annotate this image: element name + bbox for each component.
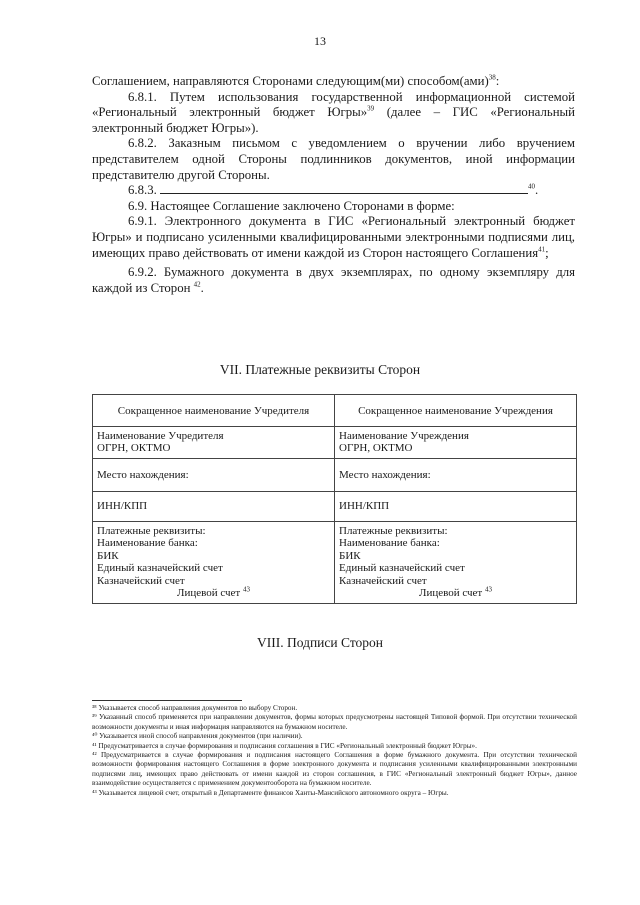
- personal-account-label: Лицевой счет $^{43}$: [176, 585, 250, 599]
- table-row: [93, 521, 577, 603]
- section-8-heading: VIII. Подписи Сторон: [256, 635, 384, 650]
- footnote-separator: [92, 700, 242, 701]
- paragraph-6-9-1: 6.9.1. Электронного документа в ГИС «Региональный электронный бюджет Югры» и подписано усиленными квалифицированными электронными подписями лиц, имеющих право действовать от имени каждой из Сторон настоящего Соглашения$^{41}$;: [92, 214, 575, 260]
- footnote-39: ³⁹ Указанный способ применяется при направлении документов, формы которых предусмотрены настоящей Типовой формой. При отсутствии технической возможности документы и иная информация направляются на бумажном носителе.: [92, 713, 577, 731]
- paragraph-6-8-3: 6.8.3. $^{40}$.: [128, 182, 539, 198]
- body-text: [92, 74, 575, 296]
- founder-header-cell: Сокращенное наименование Учредителя: [93, 395, 335, 427]
- footnote-40: ⁴⁰ Указывается иной способ направления документов (при наличии).: [92, 732, 303, 741]
- personal-account-label: Лицевой счет $^{43}$: [418, 585, 492, 599]
- footnote-42: ⁴² Предусматривается в случае формирования и подписания настоящего Соглашения в форме бумажного документа. При отсутствии технической возможности формирования настоящего Соглашения в форме электронного документа и подписания усиленными квалифицированными электронными подписями лиц, имеющих право действовать от имени каждой из сторон соглашения, в ГИС «Региональный электронный бюджет Югры», данное взаимодействие осуществляется с применением документооборота на бумажном носителе.: [92, 751, 577, 788]
- table-cell: Место нахождения:: [335, 458, 577, 492]
- footnotes: [92, 700, 577, 798]
- paragraph-6-8-1: 6.8.1. Путем использования государственной информационной системой «Региональный электронный бюджет Югры»$^{39}$ (далее – ГИС «Региональный электронный бюджет Югры»).: [92, 89, 575, 135]
- paragraph-intro: Соглашением, направляются Сторонами следующим(ми) способом(ами)$^{38}$:: [92, 73, 500, 88]
- footnote-43: ⁴³ Указывается лицевой счет, открытый в Департаменте финансов Ханты-Мансийского автономного округа – Югры.: [92, 788, 449, 797]
- table-row: [93, 492, 577, 522]
- footnote-38: ³⁸ Указывается способ направления документов по выбору Сторон.: [92, 704, 298, 712]
- institution-header-cell: Сокращенное наименование Учреждения: [335, 395, 577, 427]
- payment-details-table: [92, 394, 577, 604]
- paragraph-6-9-2: 6.9.2. Бумажного документа в двух экземплярах, по одному экземпляру для каждой из Сторон $^{42}$.: [92, 265, 575, 295]
- table-row: [93, 426, 577, 458]
- table-row: [93, 458, 577, 492]
- page-number: 13: [314, 34, 326, 48]
- table-cell: ИНН/КПП: [335, 492, 577, 522]
- table-cell: Наименование Учредителя ОГРН, ОКТМО: [93, 426, 335, 458]
- table-cell: ИНН/КПП: [93, 492, 335, 522]
- table-cell: Наименование Учреждения ОГРН, ОКТМО: [335, 426, 577, 458]
- blank-fill-line: [160, 183, 528, 194]
- paragraph-6-9: 6.9. Настоящее Соглашение заключено Сторонами в форме:: [128, 198, 455, 213]
- table-cell: Платежные реквизиты: Наименование банка: БИК Единый казначейский счет Казначейский счет Лицевой счет $^{43}$: [335, 521, 577, 603]
- section-7-heading: VII. Платежные реквизиты Сторон: [219, 362, 421, 377]
- table-cell: Платежные реквизиты: Наименование банка: БИК Единый казначейский счет Казначейский счет Лицевой счет $^{43}$: [93, 521, 335, 603]
- table-header-row: [93, 395, 577, 427]
- footnote-41: ⁴¹ Предусматривается в случае формирования и подписания соглашения в ГИС «Региональный электронный бюджет Югры».: [92, 741, 477, 750]
- paragraph-6-8-2: 6.8.2. Заказным письмом с уведомлением о вручении либо вручением представителем одной Стороны подлинников документов, иной информации представителю другой Стороны.: [92, 136, 575, 182]
- table-cell: Место нахождения:: [93, 458, 335, 492]
